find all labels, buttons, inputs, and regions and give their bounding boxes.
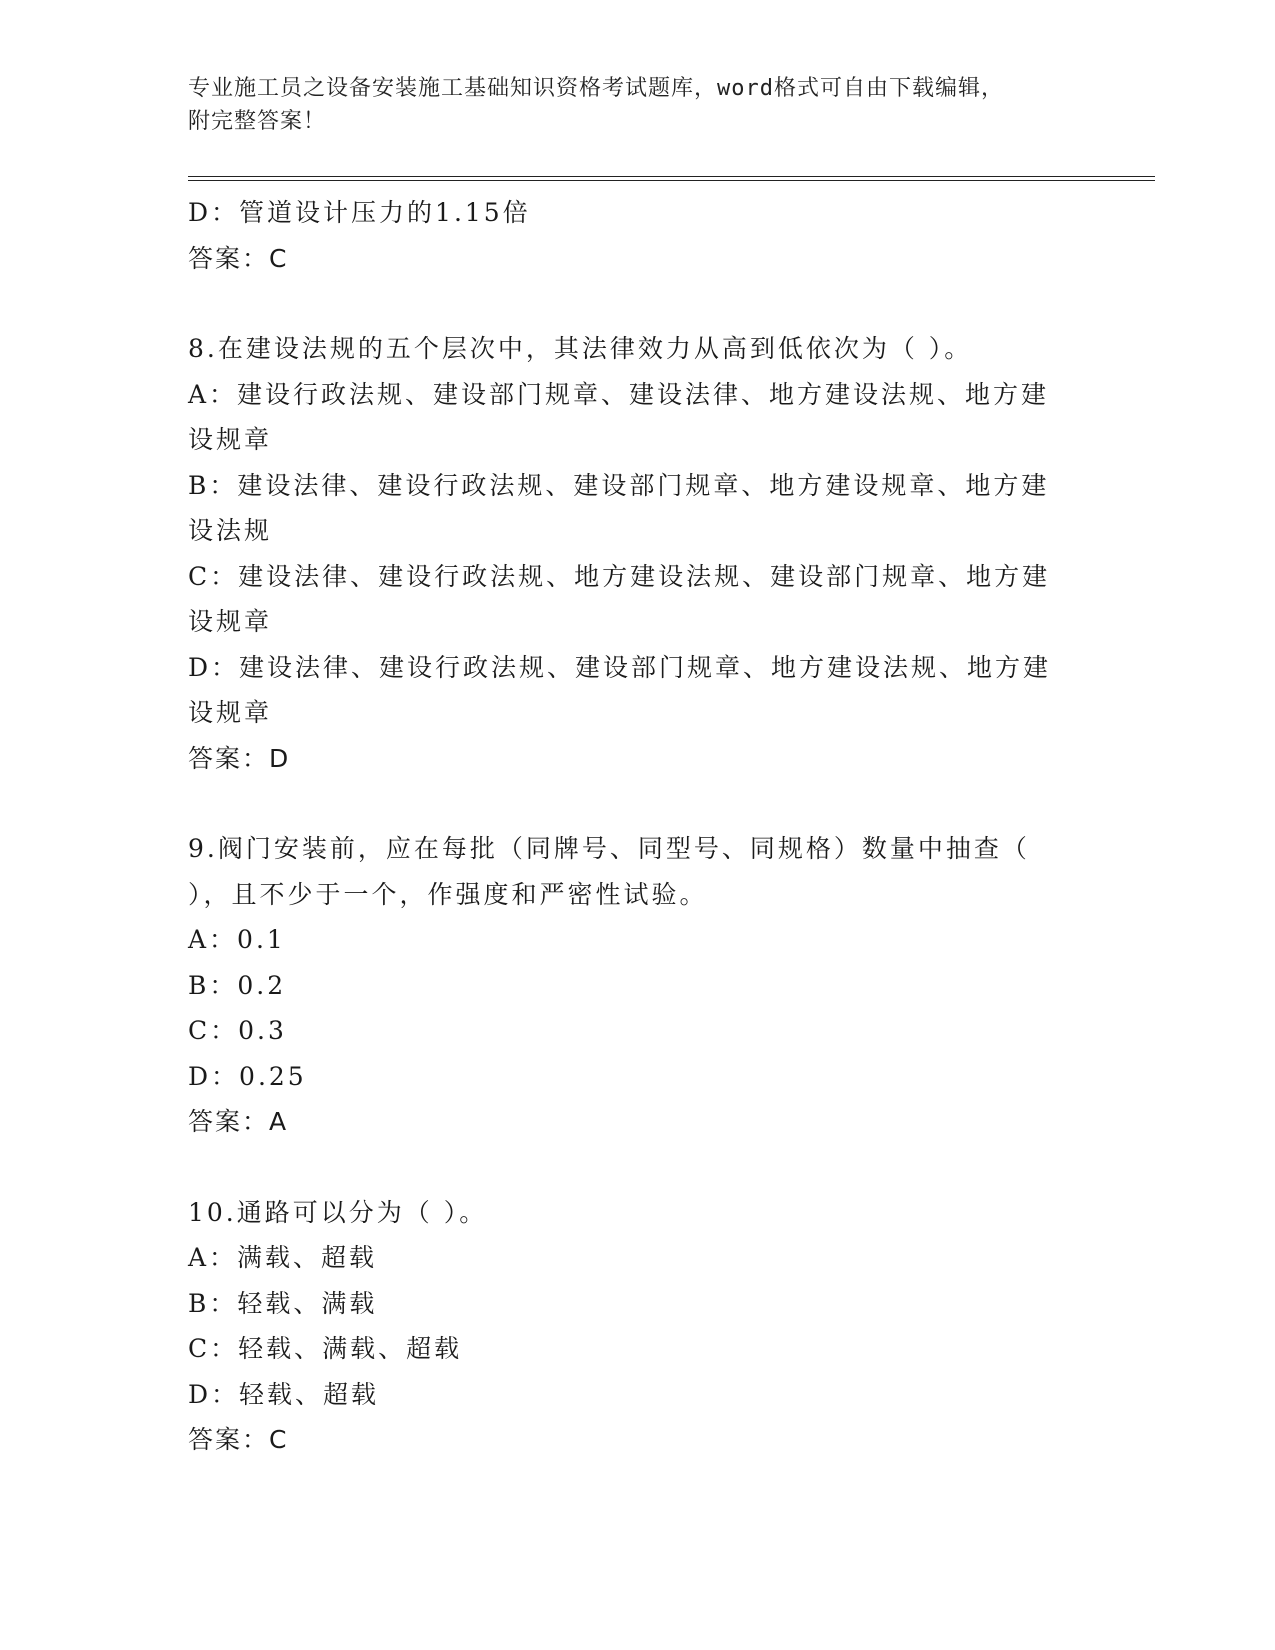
option-d: [188, 645, 1088, 736]
option-line: B：建设法律、建设行政法规、建设部门规章、地方建设规章、地方建: [188, 470, 1050, 500]
question-9: [188, 826, 1088, 1145]
option-line: 设规章: [188, 607, 273, 636]
page-header: [188, 72, 1068, 138]
spacer: [188, 1145, 1088, 1190]
option-line: D：建设法律、建设行政法规、建设部门规章、地方建设法规、地方建: [188, 652, 1052, 682]
option-line: A：建设行政法规、建设部门规章、建设法律、地方建设法规、地方建: [188, 379, 1050, 409]
option-d: D：管道设计压力的1.15倍: [188, 198, 531, 227]
question-stem: 9.阀门安装前，应在每批（同牌号、同型号、同规格）数量中抽查（: [188, 834, 1030, 863]
question-stem: 10.通路可以分为（ ）。: [188, 1197, 488, 1227]
question-stem: 8.在建设法规的五个层次中，其法律效力从高到低依次为（ ）。: [188, 334, 973, 363]
option-a: A：满载、超载: [188, 1243, 378, 1272]
option-c: C：轻载、满载、超载: [188, 1334, 463, 1363]
option-line: 设规章: [188, 425, 273, 454]
answer-line: 答案：D: [188, 743, 291, 773]
option-line: 设规章: [188, 698, 273, 727]
option-line: 设法规: [188, 516, 273, 545]
option-d: D：0.25: [188, 1061, 307, 1091]
option-d: D：轻载、超载: [188, 1379, 380, 1409]
answer-line: 答案：C: [188, 243, 289, 273]
option-a: A：0.1: [188, 925, 286, 954]
option-c: C：0.3: [188, 1016, 287, 1045]
header-line-1: 专业施工员之设备安装施工基础知识资格考试题库，word格式可自由下载编辑，: [188, 76, 1004, 101]
question-stem: ），且不少于一个，作强度和严密性试验。: [188, 879, 708, 909]
spacer: [188, 781, 1088, 826]
question-10: [188, 1190, 1088, 1463]
option-b: B：0.2: [188, 970, 287, 1000]
option-c: [188, 554, 1088, 645]
option-b: B：轻载、满载: [188, 1288, 378, 1318]
option-a: [188, 372, 1088, 463]
question-fragment: [188, 190, 1088, 281]
spacer: [188, 281, 1088, 326]
document-body: [188, 190, 1088, 1463]
header-double-rule: [188, 176, 1155, 181]
header-line-2: 附完整答案！: [188, 109, 327, 134]
answer-line: 答案：C: [188, 1425, 289, 1454]
option-b: [188, 463, 1088, 554]
option-line: C：建设法律、建设行政法规、地方建设法规、建设部门规章、地方建: [188, 561, 1051, 591]
question-8: [188, 326, 1088, 781]
answer-line: 答案：A: [188, 1107, 289, 1136]
